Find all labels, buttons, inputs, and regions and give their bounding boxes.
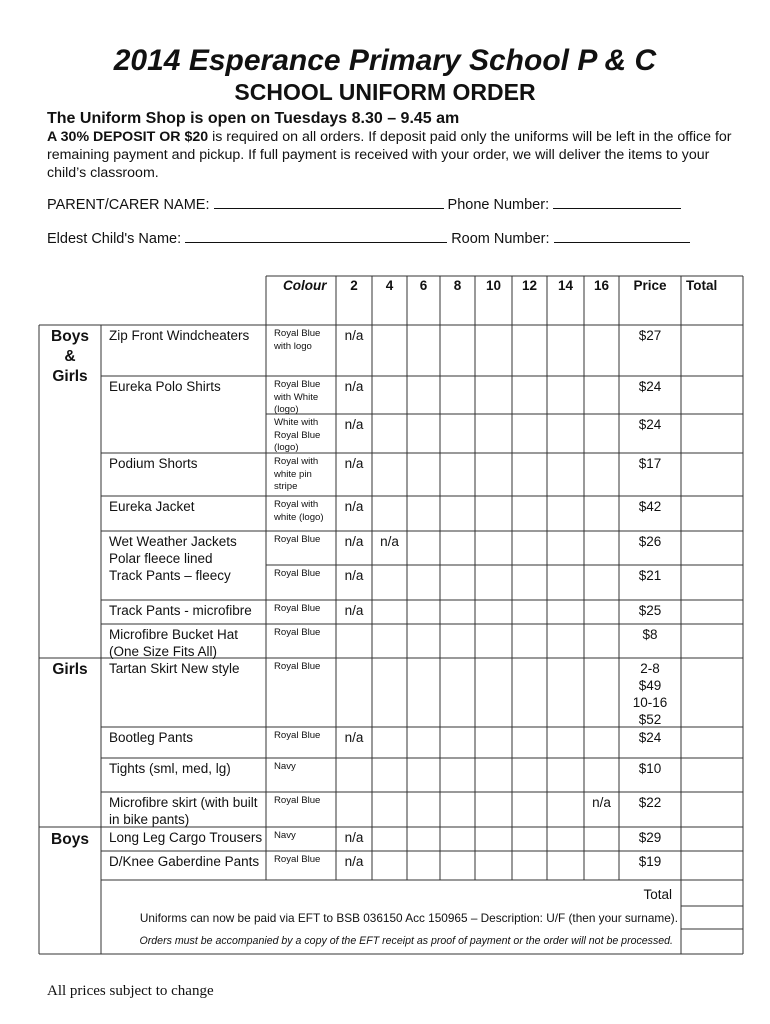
item-colour: Royal Blue xyxy=(274,854,321,865)
item-name: Bootleg Pants xyxy=(109,730,194,745)
item-price: $26 xyxy=(638,534,662,549)
size-2-value: n/a xyxy=(344,456,364,471)
size-4-value: n/a xyxy=(380,534,399,549)
item-price: $24 xyxy=(638,379,662,394)
item-colour: Royal Blue xyxy=(274,568,321,579)
item-colour: Royal with white pin stripe xyxy=(274,456,319,492)
item-name: Wet Weather Jackets Polar fleece lined xyxy=(109,534,237,566)
item-colour: Royal Blue xyxy=(274,534,321,545)
item-colour: Royal Blue with logo xyxy=(274,328,321,352)
item-name: Tights (sml, med, lg) xyxy=(109,761,231,776)
size-16-value: n/a xyxy=(592,795,611,810)
item-price: $25 xyxy=(638,603,662,618)
size-2-value: n/a xyxy=(344,730,364,745)
group-boys: Boys xyxy=(51,831,89,848)
item-colour: Royal Blue xyxy=(274,730,321,741)
item-name: Eureka Jacket xyxy=(109,499,195,514)
item-colour: Navy xyxy=(274,830,296,841)
item-name: Podium Shorts xyxy=(109,456,198,471)
item-colour: Royal with white (logo) xyxy=(274,499,324,523)
shop-hours: The Uniform Shop is open on Tuesdays 8.30 – 9.45 am xyxy=(47,110,460,127)
size-2-value: n/a xyxy=(344,830,364,845)
size-2-value: n/a xyxy=(344,417,364,432)
size-2-value: n/a xyxy=(344,854,364,869)
item-name: Long Leg Cargo Trousers xyxy=(109,830,263,845)
footer-note: All prices subject to change xyxy=(47,983,214,999)
item-name: Microfibre skirt (with built in bike pants) xyxy=(109,795,258,827)
item-colour: Royal Blue xyxy=(274,603,321,614)
size-2-value: n/a xyxy=(344,379,364,394)
item-price: $19 xyxy=(638,854,662,869)
phone-label: Phone Number: xyxy=(447,197,550,213)
size-2-value: n/a xyxy=(344,328,364,343)
room-label: Room Number: xyxy=(451,231,550,247)
item-colour: Navy xyxy=(274,761,296,772)
group-girls: Girls xyxy=(52,661,88,678)
eft-note: Uniforms can now be paid via EFT to BSB 036150 Acc 150965 – Description: U/F (then your surname). xyxy=(139,911,678,925)
item-price: 2-8 $49 10-16 $52 xyxy=(632,661,668,727)
deposit-text: is required on all orders. If deposit paid only the uniforms will be left in the office for remaining payment and pickup. If full payment is received with your order, we will deliver the items to your child’s classroom. xyxy=(47,129,732,181)
item-price: $27 xyxy=(638,328,662,343)
form-subtitle: SCHOOL UNIFORM ORDER xyxy=(234,79,536,105)
item-price: $29 xyxy=(638,830,662,845)
header-size-8: 8 xyxy=(453,278,462,293)
item-price: $24 xyxy=(638,730,662,745)
header-size-10: 10 xyxy=(485,278,502,293)
header-colour: Colour xyxy=(283,278,327,293)
child-label: Eldest Child's Name: xyxy=(47,231,182,247)
item-name: Track Pants – fleecy xyxy=(109,568,231,583)
item-name: D/Knee Gaberdine Pants xyxy=(109,854,260,869)
header-price: Price xyxy=(633,278,667,293)
item-price: $24 xyxy=(638,417,662,432)
group-boys-girls: Boys & Girls xyxy=(51,328,89,385)
item-name: Eureka Polo Shirts xyxy=(109,379,221,394)
item-colour: Royal Blue with White (logo) xyxy=(274,379,321,415)
item-name: Microfibre Bucket Hat (One Size Fits All) xyxy=(109,627,239,659)
item-colour: White with Royal Blue (logo) xyxy=(274,417,321,453)
item-name: Zip Front Windcheaters xyxy=(109,328,250,343)
item-price: $21 xyxy=(638,568,662,583)
item-colour: Royal Blue xyxy=(274,661,321,672)
deposit-bold: A 30% DEPOSIT OR $20 xyxy=(47,129,209,145)
total-label: Total xyxy=(643,887,672,902)
item-price: $8 xyxy=(642,627,658,642)
size-2-value: n/a xyxy=(344,534,364,549)
header-size-14: 14 xyxy=(557,278,574,293)
header-size-6: 6 xyxy=(419,278,428,293)
header-size-4: 4 xyxy=(385,278,394,293)
size-2-value: n/a xyxy=(344,499,364,514)
header-total: Total xyxy=(686,278,718,293)
size-2-value: n/a xyxy=(344,568,364,583)
size-2-value: n/a xyxy=(344,603,364,618)
parent-label: PARENT/CARER NAME: xyxy=(47,197,210,213)
item-name: Track Pants - microfibre xyxy=(109,603,252,618)
item-colour: Royal Blue xyxy=(274,795,321,806)
item-name: Tartan Skirt New style xyxy=(109,661,240,676)
header-size-16: 16 xyxy=(593,278,610,293)
item-colour: Royal Blue xyxy=(274,627,321,638)
item-price: $42 xyxy=(638,499,662,514)
item-price: $17 xyxy=(638,456,662,471)
form-title: 2014 Esperance Primary School P & C xyxy=(113,44,657,77)
receipt-note: Orders must be accompanied by a copy of the EFT receipt as proof of payment or the order will not be processed. xyxy=(139,935,673,947)
item-price: $10 xyxy=(638,761,662,776)
item-price: $22 xyxy=(638,795,662,810)
header-size-2: 2 xyxy=(350,278,358,293)
header-size-12: 12 xyxy=(521,278,538,293)
